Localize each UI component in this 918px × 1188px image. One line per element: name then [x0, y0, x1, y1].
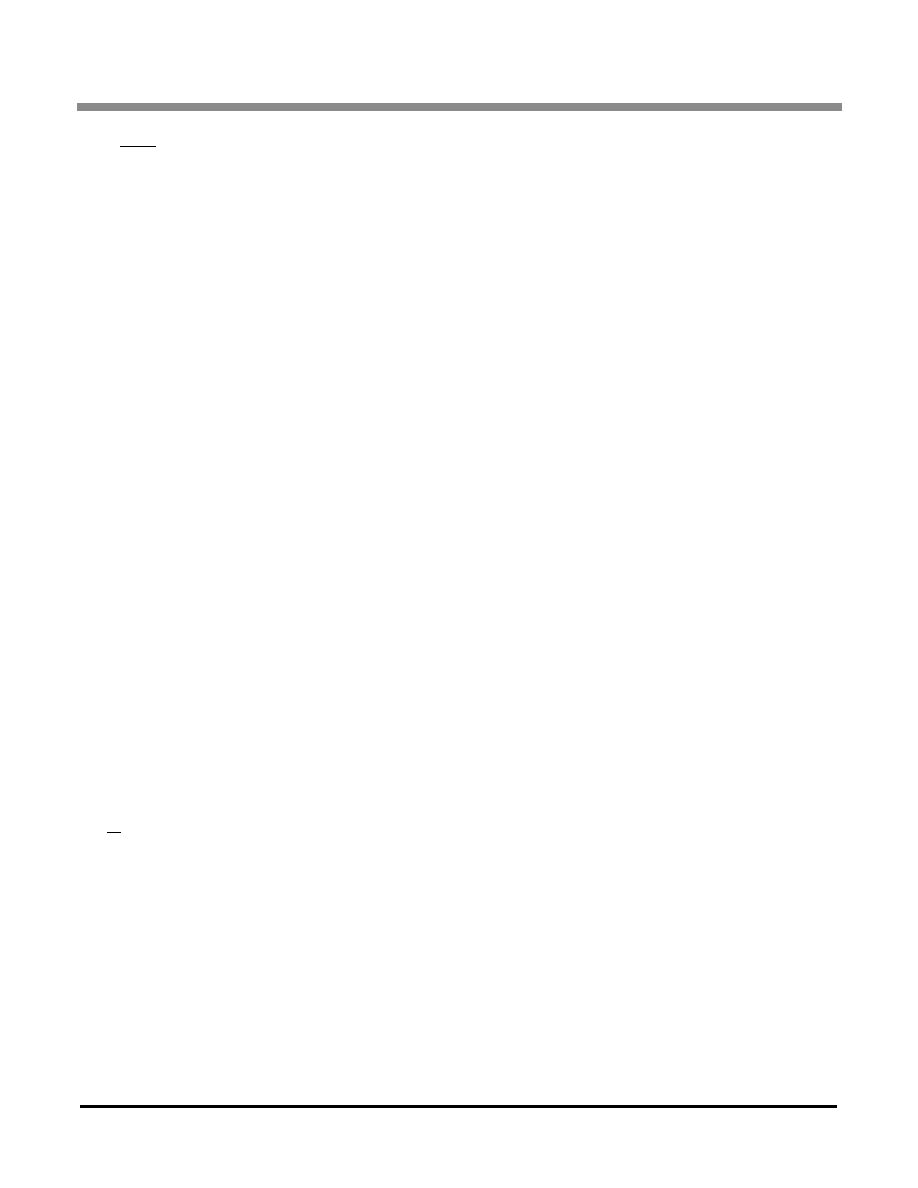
- footer-rule: [80, 1105, 837, 1108]
